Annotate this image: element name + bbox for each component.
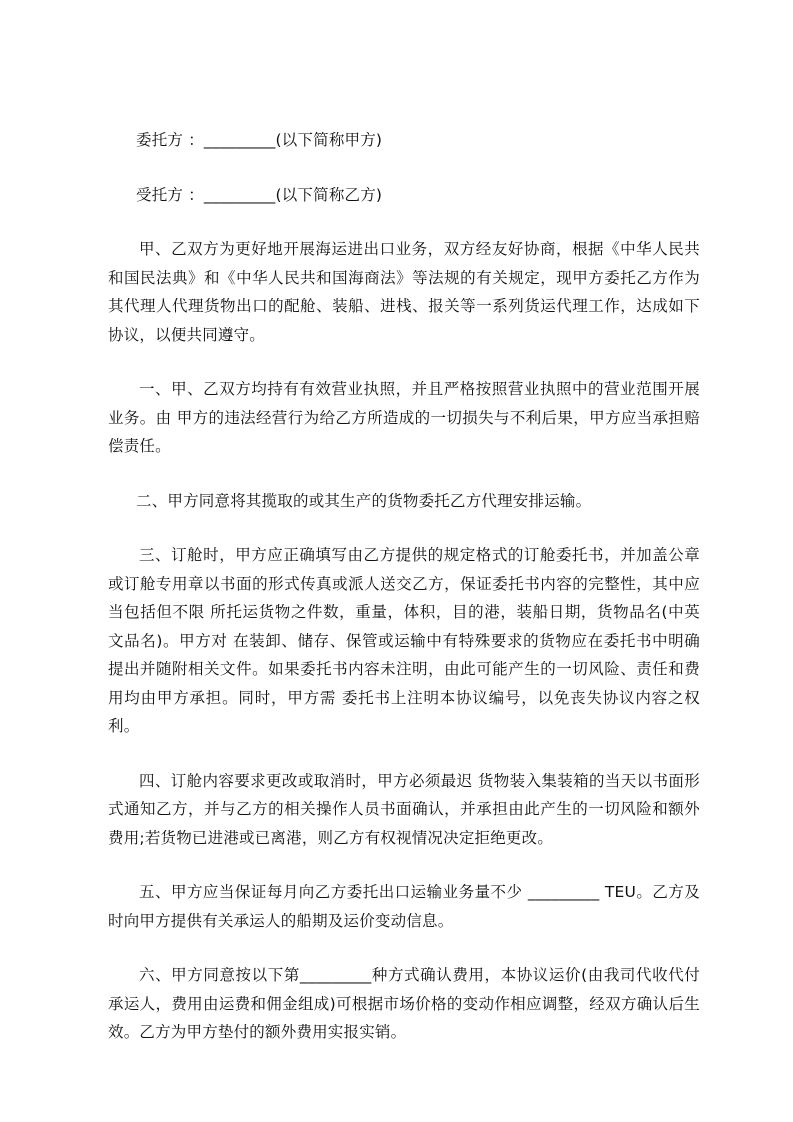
clause-4-paragraph: 四、订舱内容要求更改或取消时，甲方必须最迟 货物装入集装箱的当天以书面形式通知乙方，并与乙方的相关操作人员书面确认，并承担由此产生的一切风险和额外费用;若货物已进港或已离港，则乙方有权视情况决定拒绝更改。	[108, 771, 700, 847]
agent-party-line: 受托方 ：_________(以下简称乙方)	[136, 185, 383, 204]
clause-5-paragraph: 五、甲方应当保证每月向乙方委托出口运输业务量不少 _________ TEU。乙方及时向甲方提供有关承运人的船期及运价变动信息。	[108, 883, 700, 930]
clause-3-paragraph: 三、订舱时，甲方应正确填写由乙方提供的规定格式的订舱委托书，并加盖公章或订舱专用章以书面的形式传真或派人送交乙方，保证委托书内容的完整性，其中应当包括但不限 所托运货物之件数，重量，体积，目的港，装船日期，货物品名(中英文品名)。甲方对 在装卸、储存、保管或运输中有特殊要求的货物应在委托书中明确提出并随附相关文件。如果委托书内容未注明，由此可能产生的一切风险、责任和费用均由甲方承担。同时，甲方需 委托书上注明本协议编号，以免丧失协议内容之权利。	[108, 546, 700, 735]
preamble-paragraph: 甲、乙双方为更好地开展海运进出口业务，双方经友好协商，根据《中华人民共和国民法典》和《中华人民共和国海商法》等法规的有关规定，现甲方委托乙方作为其代理人代理货物出口的配舱、装船、进栈、报关等一系列货运代理工作，达成如下协议，以便共同遵守。	[108, 240, 700, 344]
clause-6-paragraph: 六、甲方同意按以下第_________种方式确认费用，本协议运价(由我司代收代付承运人，费用由运费和佣金组成)可根据市场价格的变动作相应调整，经双方确认后生效。乙方为甲方垫付的额外费用实报实销。	[108, 966, 700, 1041]
contract-body	[108, 126, 700, 1073]
clause-2-paragraph: 二、甲方同意将其揽取的或其生产的货物委托乙方代理安排运输。	[136, 491, 592, 510]
clause-1-paragraph: 一、甲、乙双方均持有有效营业执照，并且严格按照营业执照中的营业范围开展业务。由 甲方的违法经营行为给乙方所造成的一切损失与不利后果，甲方应当承担赔偿责任。	[108, 380, 700, 455]
client-party-line: 委托方 ：_________(以下简称甲方)	[136, 131, 383, 149]
